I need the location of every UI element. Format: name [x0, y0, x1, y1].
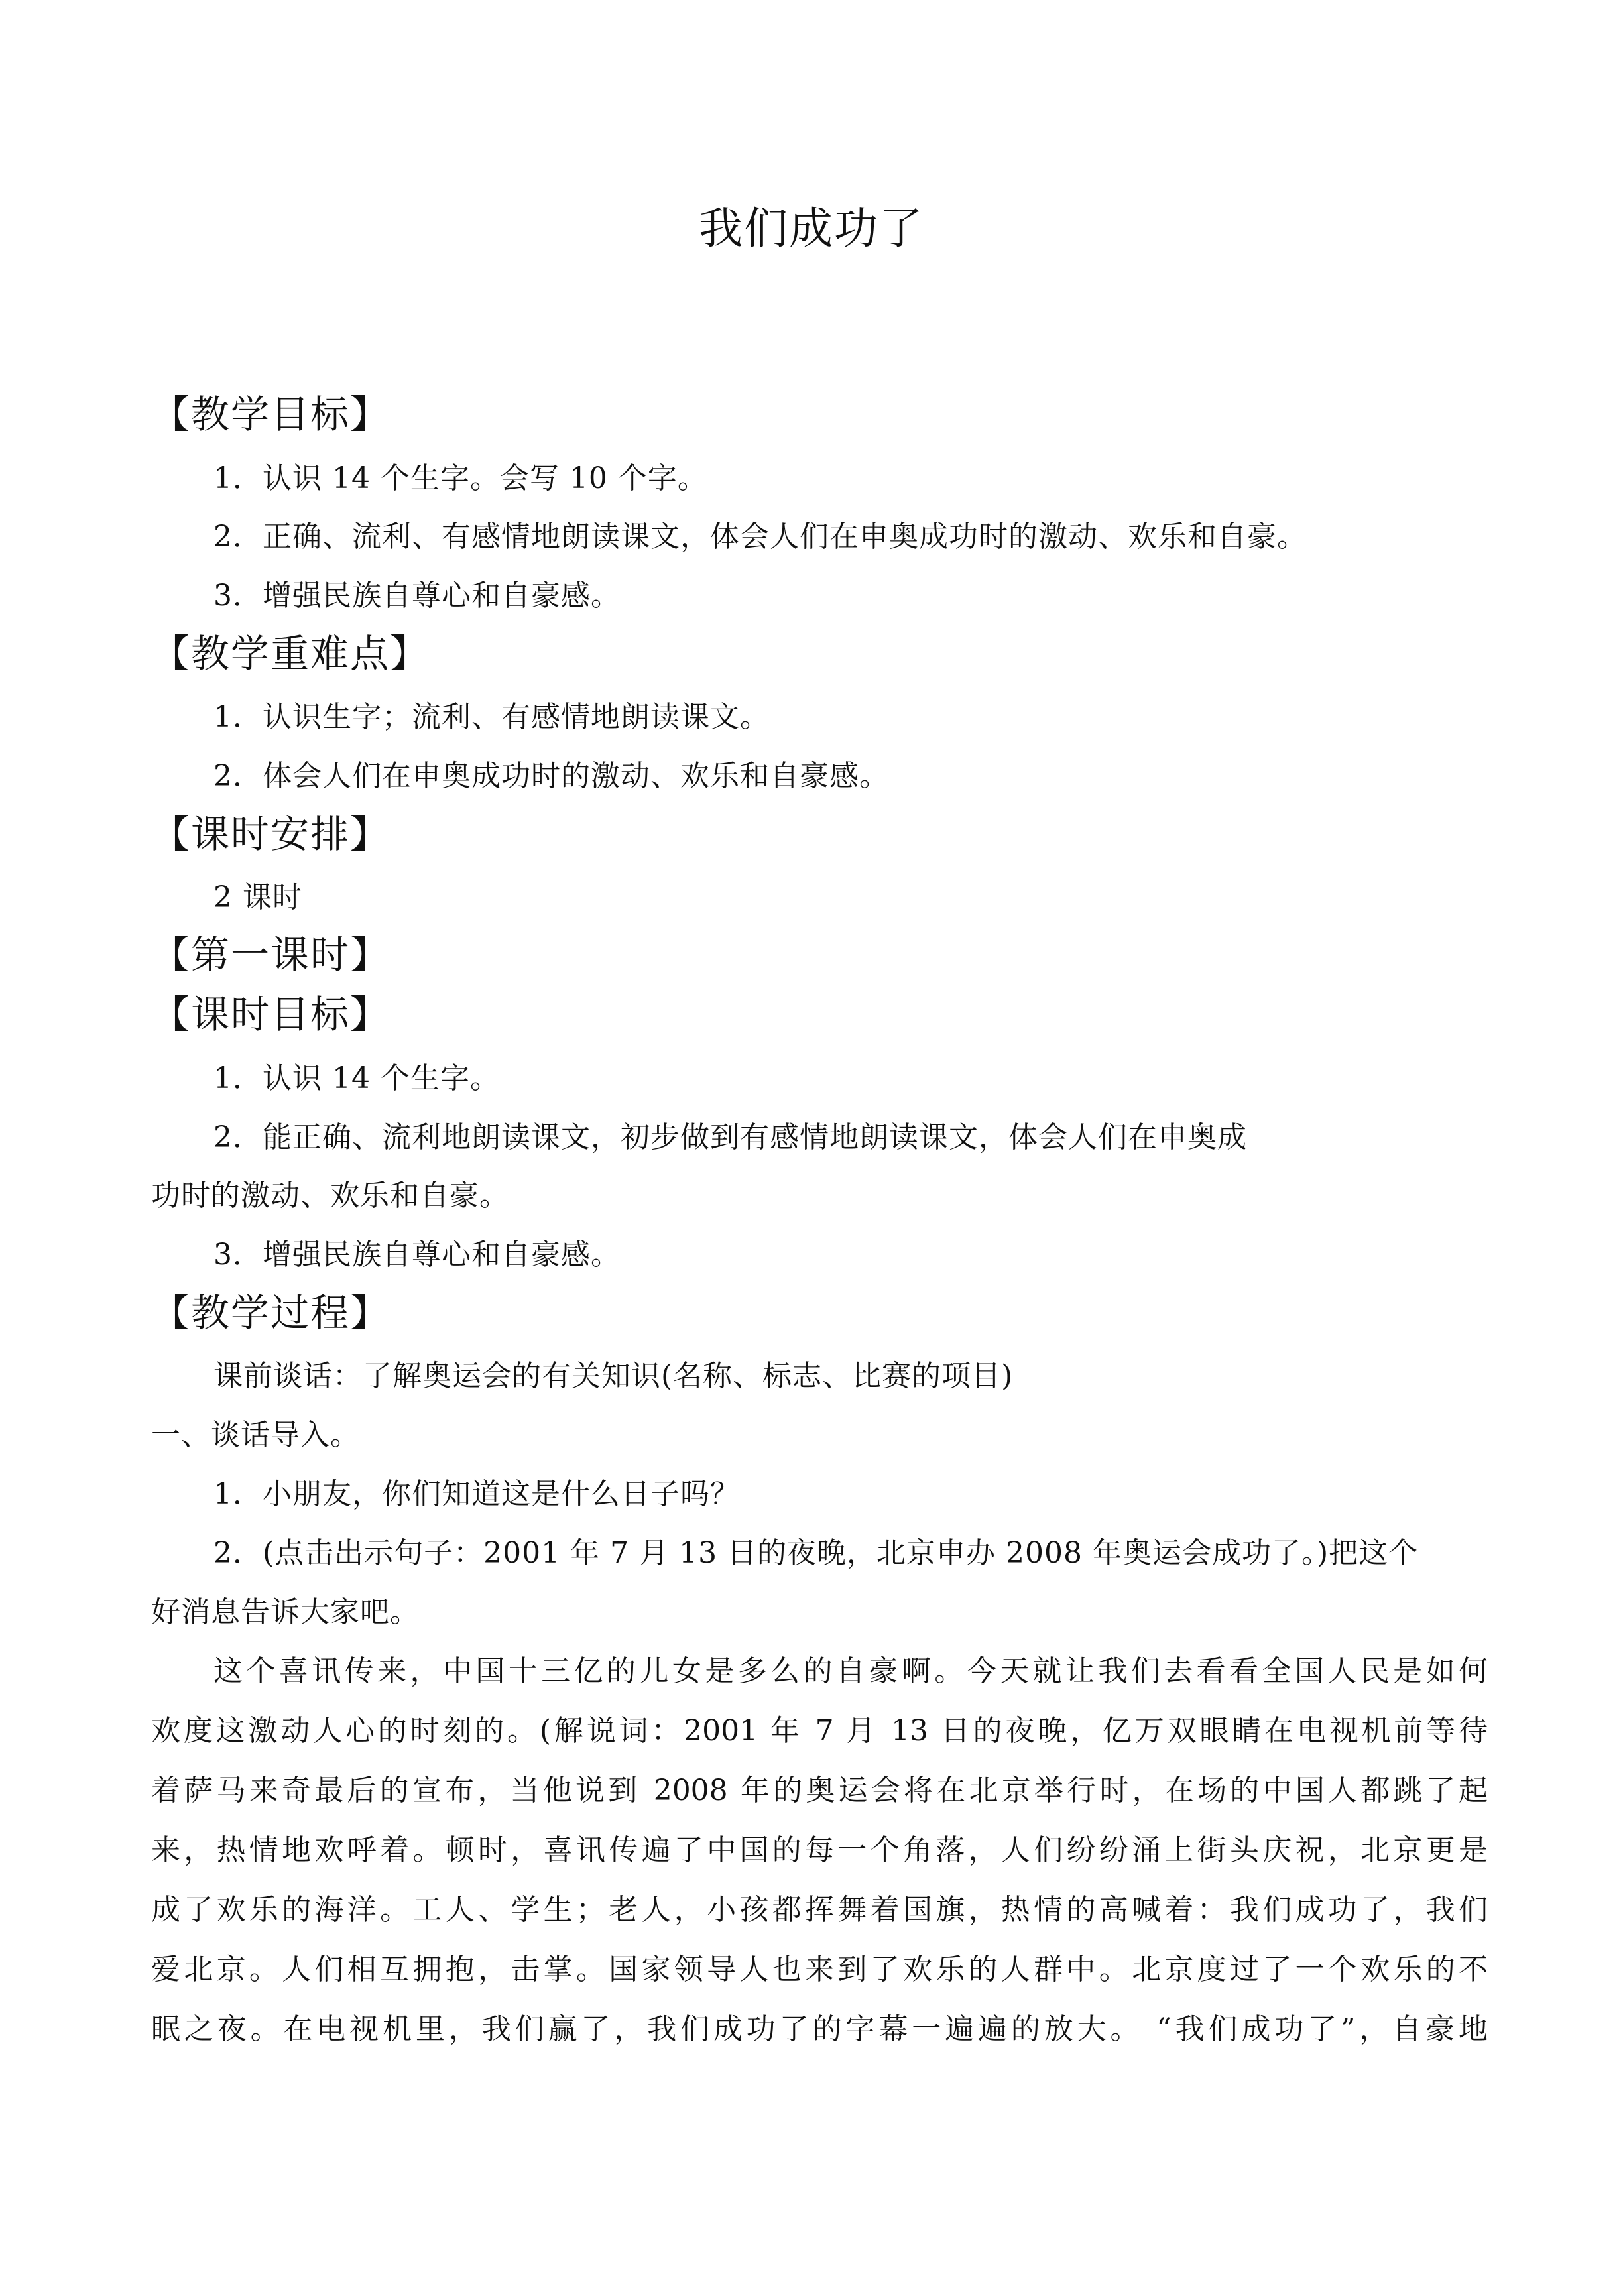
goal-item-2: 2．正确、流利、有感情地朗读课文，体会人们在申奥成功时的激动、欢乐和自豪。	[213, 520, 1307, 554]
narration-line: 眠之夜。在电视机里，我们赢了，我们成功了的字幕一遍遍的放大。 “我们成功了”，自豪地	[151, 2012, 1488, 2046]
narration-line: 着萨马来奇最后的宣布，当他说到 2008 年的奥运会将在北京举行时，在场的中国人都跳了起	[151, 1774, 1488, 1807]
heading-teaching-goals: 【教学目标】	[151, 392, 391, 437]
lesson-goal-item-2-cont: 功时的激动、欢乐和自豪。	[151, 1179, 509, 1213]
heading-schedule: 【课时安排】	[151, 812, 391, 857]
question-2-line-1: 2．(点击出示句子：2001 年 7 月 13 日的夜晚，北京申办 2008 年奥运会成功了。)把这个	[213, 1536, 1419, 1570]
heading-first-lesson: 【第一课时】	[151, 932, 391, 977]
page-title: 我们成功了	[699, 203, 924, 254]
narration-paragraph	[151, 1652, 1488, 2069]
narration-line: 来，热情地欢呼着。顿时，喜讯传遍了中国的每一个角落，人们纷纷涌上街头庆祝，北京更是	[151, 1833, 1488, 1867]
keypoint-item-1: 1．认识生字；流利、有感情地朗读课文。	[213, 700, 770, 734]
question-1: 1．小朋友，你们知道这是什么日子吗？	[213, 1477, 740, 1511]
lesson-goal-item-2: 2．能正确、流利地朗读课文，初步做到有感情地朗读课文，体会人们在申奥成	[213, 1120, 1247, 1154]
heading-lesson-goals: 【课时目标】	[151, 992, 391, 1037]
pre-talk-text: 课前谈话：了解奥运会的有关知识(名称、标志、比赛的项目)	[213, 1359, 1014, 1393]
goal-item-1: 1．认识 14 个生字。会写 10 个字。	[213, 461, 707, 495]
narration-line: 欢度这激动人心的时刻的。(解说词：2001 年 7 月 13 日的夜晚，亿万双眼睛在电视机前等待	[151, 1714, 1488, 1748]
step-1-heading: 一、谈话导入。	[151, 1418, 360, 1452]
narration-line: 这个喜讯传来，中国十三亿的儿女是多么的自豪啊。今天就让我们去看看全国人民是如何	[213, 1654, 1488, 1688]
schedule-text: 2 课时	[213, 880, 302, 914]
lesson-goal-item-3: 3．增强民族自尊心和自豪感。	[213, 1238, 621, 1272]
heading-key-points: 【教学重难点】	[151, 631, 430, 676]
narration-line: 成了欢乐的海洋。工人、学生；老人，小孩都挥舞着国旗，热情的高喊着：我们成功了，我们	[151, 1893, 1488, 1927]
heading-teaching-process: 【教学过程】	[151, 1290, 391, 1335]
narration-line: 爱北京。人们相互拥抱，击掌。国家领导人也来到了欢乐的人群中。北京度过了一个欢乐的不	[151, 1953, 1488, 1986]
goal-item-3: 3．增强民族自尊心和自豪感。	[213, 579, 621, 613]
keypoint-item-2: 2．体会人们在申奥成功时的激动、欢乐和自豪感。	[213, 759, 889, 793]
lesson-goal-item-1: 1．认识 14 个生字。	[213, 1061, 500, 1095]
question-2-line-2: 好消息告诉大家吧。	[151, 1595, 420, 1629]
